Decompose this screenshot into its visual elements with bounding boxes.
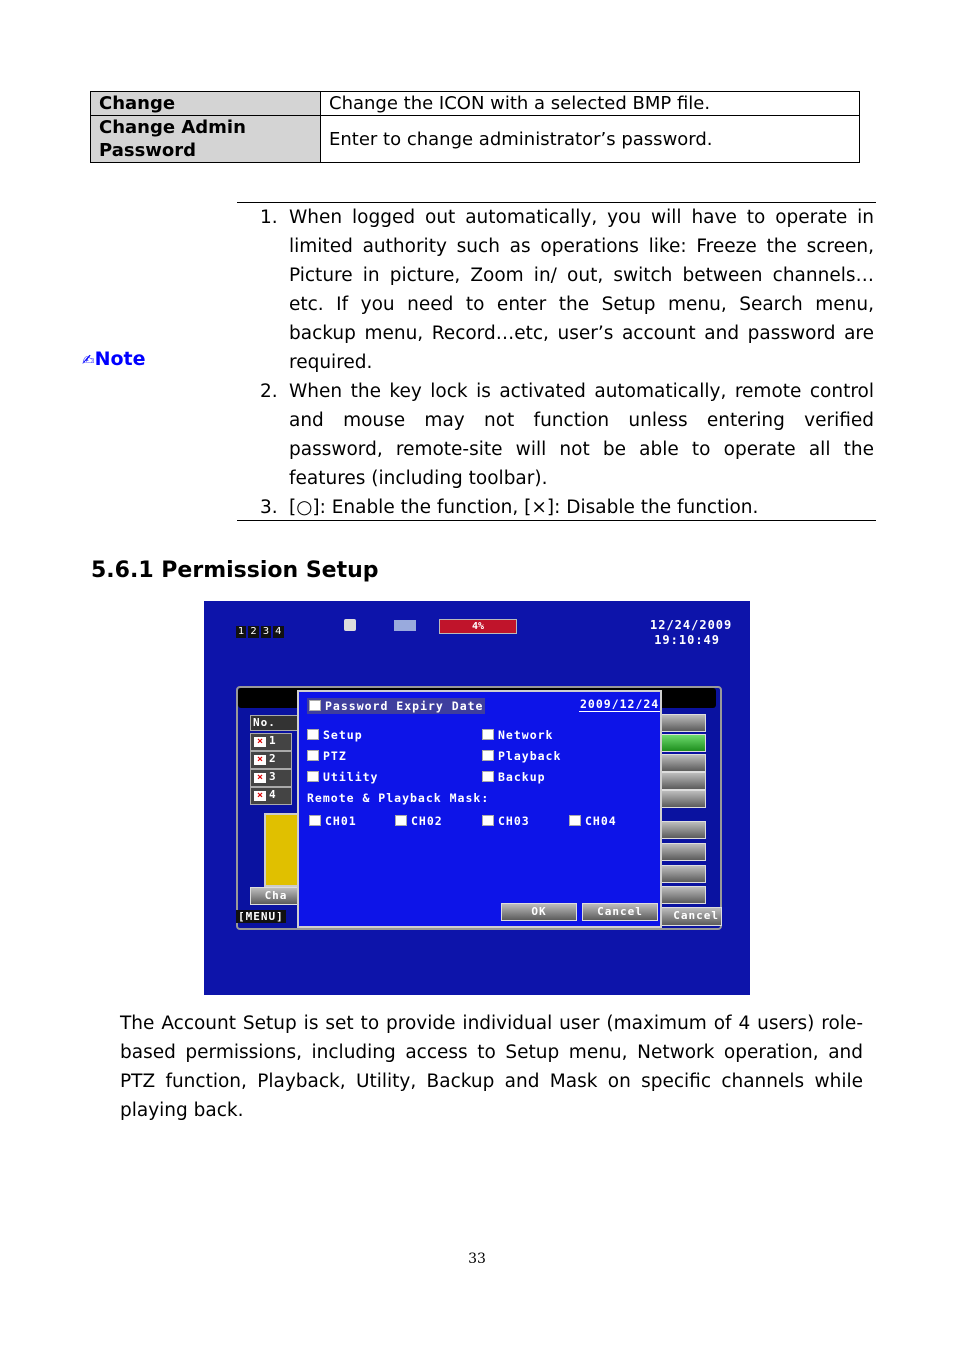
side-button[interactable]: [658, 865, 706, 883]
side-button[interactable]: [658, 754, 706, 772]
channel-indicators: [236, 619, 286, 638]
disabled-mark-icon: ×: [254, 773, 266, 783]
dvr-screenshot: [204, 601, 750, 995]
disabled-mark-icon: ×: [254, 755, 266, 765]
channel-chip: 3: [262, 626, 270, 637]
note-item: [258, 493, 874, 522]
checkbox-icon: [309, 815, 321, 826]
keylock-icon: [344, 619, 356, 631]
note-item: [258, 377, 874, 493]
mask-ch01-checkbox[interactable]: [309, 814, 357, 828]
clock: [650, 618, 733, 648]
network-icon: [394, 620, 416, 631]
checkbox-icon: [482, 815, 494, 826]
permission-label: Setup: [323, 728, 363, 742]
permission-label: Backup: [498, 770, 546, 784]
permission-label: Network: [498, 728, 554, 742]
permission-dialog: [297, 690, 662, 928]
side-button[interactable]: [658, 734, 706, 752]
mask-label: Remote & Playback Mask:: [307, 791, 490, 805]
table-term: Change: [91, 92, 321, 116]
user-row[interactable]: [250, 751, 292, 769]
user-row[interactable]: [250, 769, 292, 787]
mask-channel-label: CH03: [498, 814, 530, 828]
checkbox-icon: [307, 771, 319, 782]
side-button[interactable]: [658, 714, 706, 732]
page-number: 33: [468, 1251, 486, 1267]
permission-setup-checkbox[interactable]: [307, 728, 363, 742]
permission-ptz-checkbox[interactable]: [307, 749, 347, 763]
ok-button[interactable]: OK: [501, 903, 577, 921]
hdd-usage-bar: 4%: [439, 619, 517, 634]
mask-ch03-checkbox[interactable]: [482, 814, 530, 828]
cancel-button[interactable]: Cancel: [582, 903, 658, 921]
checkbox-icon: [482, 750, 494, 761]
password-expiry-label: Password Expiry Date: [325, 699, 484, 713]
table-row: [91, 92, 860, 116]
side-button[interactable]: [658, 843, 706, 861]
checkbox-icon: [395, 815, 407, 826]
mask-ch04-checkbox[interactable]: [569, 814, 617, 828]
note-item-text: When the key lock is activated automatically, remote control and mouse may not function unless entering verified password, remote-site will not be able to operate all the features (including toolbar).: [289, 381, 874, 489]
pencil-icon: ✍: [82, 351, 95, 369]
checkbox-icon: [307, 750, 319, 761]
section-heading: 5.6.1 Permission Setup: [91, 558, 379, 583]
background-cancel-button[interactable]: Cancel: [658, 907, 722, 926]
user-row-number: 4: [269, 788, 276, 801]
note-bottom-rule: [237, 520, 876, 521]
checkbox-icon: [482, 729, 494, 740]
user-row[interactable]: [250, 733, 292, 751]
disabled-mark-icon: ×: [254, 791, 266, 801]
side-button[interactable]: [658, 790, 706, 808]
note-item-text: When logged out automatically, you will have to operate in limited authority such as operations like: Freeze the screen, Picture in picture, Zoom in/ out, switch between channels…etc. If you need to enter the Setup menu, Search menu, backup menu, Record…etc, user’s account and password are required.: [289, 207, 874, 373]
permission-backup-checkbox[interactable]: [482, 770, 546, 784]
note-item-number: 2.: [260, 381, 278, 402]
side-button[interactable]: [658, 821, 706, 839]
expiry-date-field[interactable]: 2009/12/24: [580, 697, 660, 711]
note-item-number: 1.: [260, 207, 278, 228]
list-header: No.: [250, 715, 298, 731]
permission-label: PTZ: [323, 749, 347, 763]
clock-time: 19:10:49: [654, 633, 720, 647]
permission-label: Playback: [498, 749, 562, 763]
checkbox-icon: [309, 700, 321, 711]
permission-utility-checkbox[interactable]: [307, 770, 378, 784]
table-description: Enter to change administrator’s password.: [321, 116, 860, 163]
definition-table: [90, 91, 860, 163]
mask-ch02-checkbox[interactable]: [395, 814, 443, 828]
note-item-text: [○]: Enable the function, [×]: Disable the function.: [289, 497, 759, 518]
table-description: Change the ICON with a selected BMP file.: [321, 92, 860, 116]
channel-chip: 4: [275, 626, 282, 637]
mask-channel-label: CH02: [411, 814, 443, 828]
permission-playback-checkbox[interactable]: [482, 749, 561, 763]
user-row-number: 3: [269, 770, 276, 783]
checkbox-icon: [569, 815, 581, 826]
checkbox-icon: [307, 729, 319, 740]
table-row: [91, 116, 860, 163]
table-term: Change Admin Password: [91, 116, 321, 163]
permission-label: Utility: [323, 770, 379, 784]
user-row[interactable]: [250, 787, 292, 805]
note-item: [258, 203, 874, 377]
note-item-number: 3.: [260, 497, 278, 518]
side-button[interactable]: [658, 772, 706, 790]
password-expiry-checkbox[interactable]: [307, 698, 485, 714]
mask-channel-label: CH01: [325, 814, 357, 828]
note-label-text: Note: [94, 348, 146, 370]
note-label: [82, 348, 146, 370]
menu-hint: [MENU]: [238, 910, 284, 923]
disabled-mark-icon: ×: [254, 737, 266, 747]
body-paragraph: The Account Setup is set to provide individual user (maximum of 4 users) role-based permissions, including access to Setup menu, Network operation, and PTZ function, Playback, Utility, Backup and Mask on specific channels while playing back.: [120, 1013, 863, 1121]
user-row-number: 2: [269, 752, 276, 765]
change-button[interactable]: Cha: [250, 887, 302, 905]
side-button[interactable]: [658, 886, 706, 904]
note-list: [258, 203, 874, 522]
mask-channel-label: CH04: [585, 814, 617, 828]
channel-chip: 1: [238, 626, 245, 637]
checkbox-icon: [482, 771, 494, 782]
clock-date: 12/24/2009: [650, 618, 733, 632]
permission-network-checkbox[interactable]: [482, 728, 553, 742]
channel-chip: 2: [250, 626, 257, 637]
user-row-number: 1: [269, 734, 276, 747]
